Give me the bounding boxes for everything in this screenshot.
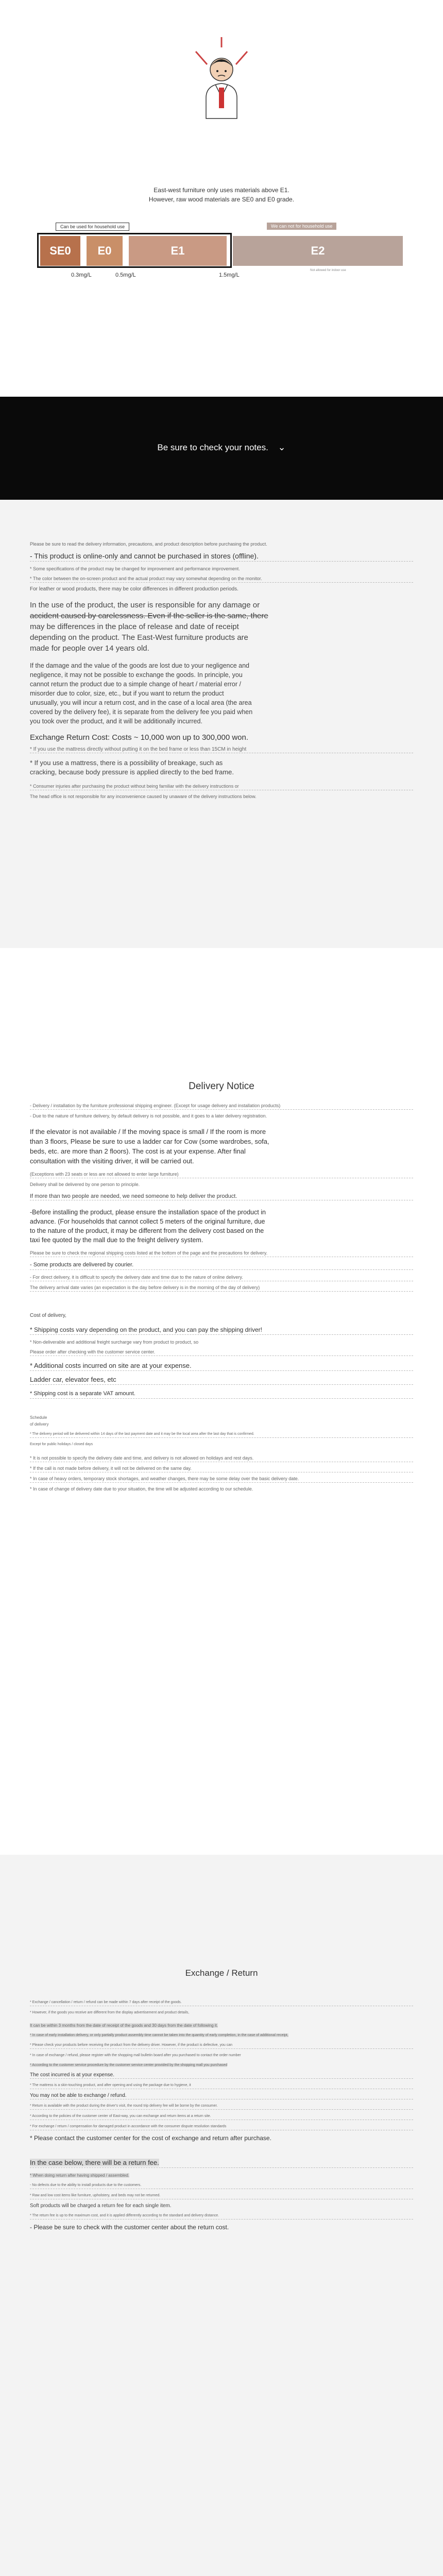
exchange-e3-text: It can be within 3 months from the date of receipt of the goods and 30 days from the date of following it. bbox=[30, 2023, 218, 2028]
not-household-label: We can not for household use bbox=[267, 223, 336, 230]
exchange-e9: * The mattress is a skin-touching product, and after opening and using the package due to hygiene, it bbox=[30, 2082, 413, 2089]
notes-color-diff: * The color between the on-screen product and the actual product may vary somewhat depending on the monitor. bbox=[30, 575, 413, 583]
delivery-sched3: * It is not possible to specify the delivery date and time, and delivery is not allowed on holidays and rest days. bbox=[30, 1455, 413, 1462]
grade-desc-1: East-west furniture only uses materials above E1. bbox=[154, 187, 289, 194]
exchange-fee6: - Please be sure to check with the customer center about the return cost. bbox=[30, 2224, 229, 2231]
delivery-ladder: Ladder car, elevator fees, etc bbox=[30, 1375, 413, 1385]
delivery-exception: (Exceptions with 23 seats or less are not allowed to enter large furniture) bbox=[30, 1171, 413, 1178]
grade-e2: E2 bbox=[233, 236, 403, 266]
delivery-sched2: Except for public holidays / closed days bbox=[30, 1443, 93, 1446]
delivery-add-cost: * Additional costs incurred on site are at your expense. bbox=[30, 1361, 413, 1371]
exchange-e14: * Please contact the customer center for the cost of exchange and return after purchase. bbox=[30, 2134, 271, 2142]
exchange-title: Exchange / Return bbox=[185, 1968, 258, 1978]
damage-line: covered by the delivery fee), it is separate from the delivery fee you paid when bbox=[30, 708, 253, 716]
notes-mattress-warn bbox=[30, 758, 413, 777]
delivery-some: - Some products are delivered by courier. bbox=[30, 1260, 413, 1270]
notes-leather: For leather or wood products, there may be color differences in different production periods. bbox=[30, 586, 238, 592]
delivery-sched5: * In case of heavy orders, temporary stock shortages, and weather changes, there may be some delay over the basic delivery date. bbox=[30, 1476, 413, 1483]
exchange-e4-text: * In case of early installation delivery, or only partially product assembly time cannot be taken into the quantity of early completion, in the case of additional receipt, bbox=[30, 2033, 288, 2037]
exchange-fee2: - No defects due to the ability to install products due to the customers. bbox=[30, 2182, 413, 2189]
mattress-line: cracking, because body pressure is applied directly to the bed frame. bbox=[30, 768, 234, 776]
delivery-sched1: * The delivery period will be delivered within 14 days of the last payment date and it may be the local area after the last day that is confirmed. bbox=[30, 1431, 413, 1438]
banner-label: Be sure to check your notes. bbox=[157, 443, 268, 452]
delivery-sched4: * If the call is not made before delivery, it will not be delivered on the same day. bbox=[30, 1465, 413, 1472]
grade-note: Not allowed for indoor use bbox=[310, 269, 346, 272]
notes-consumer: * Consumer injuries after purchasing the product without being familiar with the delivery instructions or bbox=[30, 783, 413, 790]
exchange-e13: * For exchange / return / compensation for damaged product in accordance with the consumer dispute resolution standards bbox=[30, 2123, 413, 2130]
mattress-line: * If you use a mattress, there is a possibility of breakage, such as bbox=[30, 759, 223, 767]
grade-val-se0: 0.3mg/L bbox=[71, 272, 92, 278]
chevron-down-icon[interactable]: ⌄ bbox=[278, 442, 286, 452]
delivery-two-people: If more than two people are needed, we need someone to help deliver the product. bbox=[30, 1193, 413, 1200]
exchange-fee-head bbox=[30, 2158, 413, 2168]
exchange-fee1 bbox=[30, 2172, 413, 2179]
exchange-e8: The cost incurred is at your expense. bbox=[30, 2072, 413, 2079]
exchange-e1: * Exchange / cancellation / return / refund can be made within 7 days after receipt of the goods. bbox=[30, 1999, 413, 2006]
elevator-line: than 3 floors, Please be sure to use a ladder car for Cow (some wardrobes, sofa, bbox=[30, 1138, 269, 1145]
exchange-e7-text: * According to the customer service procedure by the customer service center provided by the shopping mall you purchased bbox=[30, 2063, 228, 2067]
exchange-e12: * According to the policies of the customer center of East-way, you can exchange and return items at a return site. bbox=[30, 2113, 413, 2120]
grade-desc-2: However, raw wood materials are SE0 and E0 grade. bbox=[148, 196, 295, 203]
user-resp-line: made for people over 14 years old. bbox=[30, 644, 149, 653]
delivery-confirm: Please order after checking with the customer service center. bbox=[30, 1349, 413, 1356]
delivery-section bbox=[0, 948, 443, 1855]
delivery-delay: The delivery arrival date varies (an expectation is the day before delivery is in the morning of the day of delivery) bbox=[30, 1284, 413, 1292]
damage-line: unusually, you will incur a return cost, and in the case of a local area (the area bbox=[30, 699, 252, 706]
delivery-sched6: * In case of change of delivery date due to your situation, the time will be adjusted according to our schedule. bbox=[30, 1486, 253, 1492]
person-illustration bbox=[191, 36, 252, 124]
delivery-non-deliv: * Non-deliverable and additional freight surcharge vary from product to product, so bbox=[30, 1340, 199, 1345]
exchange-e5: * Please check your products before receiving the product from the delivery driver. However, if the product is defective, you can bbox=[30, 2042, 413, 2049]
fee-head-text: In the case below, there will be a return fee. bbox=[30, 2159, 159, 2166]
exchange-fee5: * The return fee is up to the maximum cost, and it is applied differently according to the standard and delivery distance. bbox=[30, 2212, 413, 2219]
delivery-own: Delivery shall be delivered by one person to principle. bbox=[30, 1182, 140, 1187]
grade-section bbox=[0, 0, 443, 397]
grade-val-e0: 0.5mg/L bbox=[115, 272, 136, 278]
delivery-check-ship: Please be sure to check the regional shipping costs listed at the bottom of the page and the precautions for delivery. bbox=[30, 1250, 413, 1257]
delivery-schedule-head: Schedule of delivery bbox=[30, 1415, 49, 1427]
user-resp-line: In the use of the product, the user is responsible for any damage or bbox=[30, 601, 260, 609]
damage-line: negligence, it may not be possible to exchange the goods. In principle, you bbox=[30, 671, 243, 679]
notes-section bbox=[0, 500, 443, 948]
damage-line: misorder due to color, size, etc., but if you want to return the product bbox=[30, 690, 224, 697]
grade-val-e1: 1.5mg/L bbox=[219, 272, 240, 278]
notes-intro: Please be sure to read the delivery information, precautions, and product description before purchasing the product. bbox=[30, 541, 267, 547]
exchange-e11: * Return is available with the product during the driver's visit, the round trip delivery fee will be borne by the consumer. bbox=[30, 2103, 413, 2110]
delivery-ship-cost: * Shipping costs vary depending on the product, and you can pay the shipping driver! bbox=[30, 1325, 413, 1335]
notes-online-only: - This product is online-only and cannot be purchased in stores (offline). bbox=[30, 551, 413, 562]
grade-e1: E1 bbox=[129, 236, 227, 266]
exchange-e6: * In case of exchange / refund, please register with the shopping mall bulletin board after you purchased to contact the order number bbox=[30, 2054, 241, 2057]
delivery-d2: - Due to the nature of furniture delivery, by default delivery is not possible, and it goes to a later delivery registration. bbox=[30, 1113, 267, 1118]
exchange-fee3: * Raw and low cost items like furniture, upholstery, and beds may not be returned. bbox=[30, 2192, 413, 2199]
damage-line: If the damage and the value of the goods are lost due to your negligence and bbox=[30, 662, 250, 669]
install-line: -Before installing the product, please ensure the installation space of the product in bbox=[30, 1209, 266, 1216]
exchange-fee4: Soft products will be charged a return fee for each single item. bbox=[30, 2203, 172, 2209]
install-line: to the nature of the product, it may be different from the delivery cost based on the bbox=[30, 1227, 264, 1234]
household-highlight-frame bbox=[37, 233, 232, 268]
delivery-elevator bbox=[30, 1127, 413, 1166]
elevator-line: If the elevator is not available / If the moving space is small / If the room is more bbox=[30, 1128, 266, 1136]
exchange-section bbox=[0, 1855, 443, 2576]
grade-e0: E0 bbox=[87, 236, 123, 266]
user-resp-line: may be differences in the place of release and date of receipt bbox=[30, 622, 239, 631]
delivery-d1: - Delivery / installation by the furniture professional shipping engineer. (Except for usage delivery and installation products) bbox=[30, 1103, 413, 1110]
banner-text bbox=[0, 442, 443, 453]
exchange-e4 bbox=[30, 2032, 413, 2039]
notes-return-cost: Exchange Return Cost: Costs ~ 10,000 won up to 300,000 won. bbox=[30, 733, 249, 742]
damage-line: cannot return the product due to a simple change of heart / material error / bbox=[30, 681, 241, 688]
elevator-line: beds, etc. are more than 2 floors). The cost is at your expense. After final bbox=[30, 1147, 246, 1155]
grade-se0: SE0 bbox=[40, 236, 80, 266]
household-label: Can be used for household use bbox=[56, 223, 129, 231]
install-line: advance. (For households that cannot collect 5 meters of the original furniture, due bbox=[30, 1218, 265, 1225]
user-resp-line: accident caused by carelessness. Even if the seller is the same, there bbox=[30, 612, 268, 620]
delivery-title: Delivery Notice bbox=[189, 1081, 254, 1092]
notes-head-office: The head office is not responsible for any inconvenience caused by unaware of the delivery instructions below. bbox=[30, 794, 257, 799]
fee1-text: * When doing return after having shipped / assembled. bbox=[30, 2173, 130, 2178]
notes-mattress: * If you use the mattress directly without putting it on the bed frame or less than 15CM in height bbox=[30, 746, 413, 753]
exchange-e10: You may not be able to exchange / refund. bbox=[30, 2092, 413, 2099]
exchange-e3 bbox=[30, 2022, 413, 2029]
notice-banner[interactable] bbox=[0, 397, 443, 500]
notes-spec-change: * Some specifications of the product may be changed for improvement and performance improvement. bbox=[30, 566, 240, 571]
notes-damage bbox=[30, 661, 413, 726]
notes-user-resp bbox=[30, 600, 413, 654]
exchange-e7 bbox=[30, 2062, 413, 2069]
delivery-vat: * Shipping cost is a separate VAT amount. bbox=[30, 1389, 413, 1399]
delivery-install bbox=[30, 1208, 413, 1245]
damage-line: you took over the product, and it will be additionally incurred. bbox=[30, 718, 202, 725]
user-resp-line: depending on the product. The East-West furniture products are bbox=[30, 633, 248, 642]
delivery-direct: - For direct delivery, it is difficult to specify the delivery date and time due to the nature of online delivery. bbox=[30, 1274, 413, 1281]
elevator-line: consultation with the visiting driver, it will be carried out. bbox=[30, 1157, 194, 1165]
install-line: taxi fee quoted by the mall due to the freight delivery system. bbox=[30, 1236, 203, 1244]
delivery-cost-head: Cost of delivery, bbox=[30, 1313, 66, 1318]
exchange-e2: * However, if the goods you receive are different from the display advertisement and product details, bbox=[30, 2011, 190, 2014]
